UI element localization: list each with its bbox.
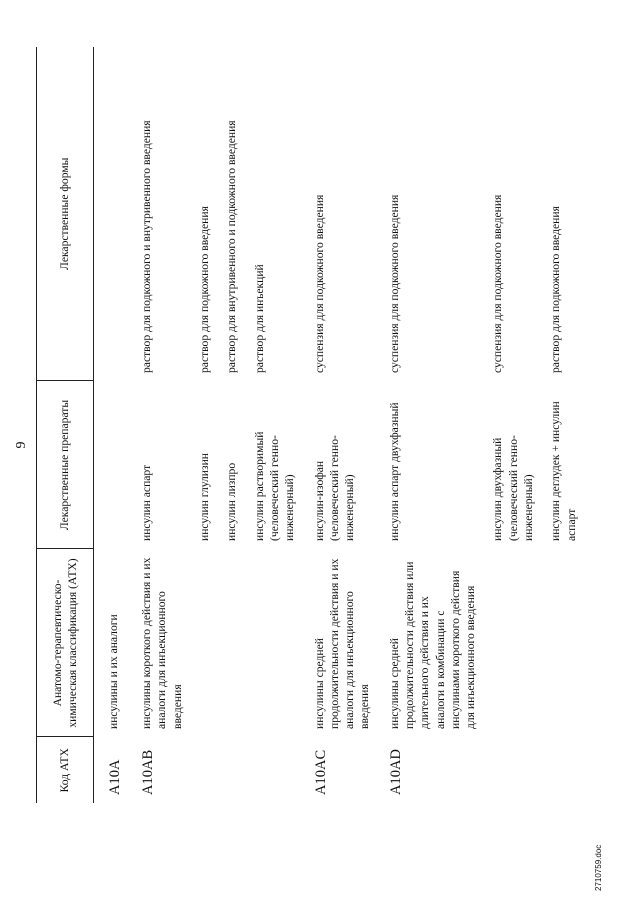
atc-code: A10AD <box>387 749 404 795</box>
atc-code: A10AB <box>140 749 157 795</box>
dosage-form: суспензия для подкожного введения <box>312 194 326 373</box>
atc-classification <box>212 549 239 737</box>
table-row <box>212 47 239 803</box>
dosage-form: раствор для внутривенного и подкожного введения <box>225 120 239 373</box>
drug-name: инсулин растворимый (человеческий генно-инженерный) <box>252 431 297 541</box>
header-drugs: Лекарственные препараты <box>37 381 94 549</box>
dosage-form: суспензия для подкожного введения <box>387 194 401 373</box>
table-row <box>373 47 479 803</box>
header-classification: Анатомо-терапевтическо-химическая классификация (АТХ) <box>37 549 94 737</box>
table-row <box>536 47 579 803</box>
table-row <box>298 47 373 803</box>
atc-table <box>36 47 579 803</box>
atc-code <box>478 737 536 803</box>
atc-code: A10A <box>107 759 123 795</box>
document-file-code: 2710759.doc <box>594 844 603 891</box>
dosage-form: раствор для подкожного введения <box>549 206 563 373</box>
drug-name: инсулин-изофан (человеческий генно-инженерный) <box>312 435 357 541</box>
dosage-form <box>94 47 126 381</box>
dosage-form: раствор для инъекций <box>252 264 266 373</box>
header-forms: Лекарственные формы <box>37 47 94 381</box>
table-row <box>125 47 185 803</box>
page-number: 9 <box>14 441 29 449</box>
atc-code <box>185 737 212 803</box>
table-row <box>478 47 536 803</box>
atc-code <box>240 737 298 803</box>
dosage-form: суспензия для подкожного введения <box>491 194 505 373</box>
drug-name: инсулин аспарт <box>140 464 154 541</box>
atc-classification: инсулины короткого действия и их аналоги для инъекционного введения <box>140 557 184 729</box>
atc-classification: инсулины средней продолжительности действия и их аналоги для инъекционного введения <box>312 558 372 729</box>
atc-classification <box>478 549 536 737</box>
dosage-form: раствор для подкожного введения <box>198 206 212 373</box>
atc-classification: инсулины и их аналоги <box>107 614 120 729</box>
drug-name <box>94 381 126 549</box>
atc-classification <box>185 549 212 737</box>
atc-code <box>212 737 239 803</box>
dosage-form: раствор для подкожного и внутривенного введения <box>140 120 154 373</box>
table-header-row <box>37 47 94 803</box>
drug-name: инсулин аспарт двухфазный <box>387 402 401 541</box>
table-row <box>94 47 126 803</box>
drug-name: инсулин двухфазный (человеческий генно-инженерный) <box>491 435 536 541</box>
table-row <box>185 47 212 803</box>
atc-classification <box>240 549 298 737</box>
table-row <box>240 47 298 803</box>
drug-name: инсулин лизпро <box>225 462 239 541</box>
drug-name: инсулин глулизин <box>198 453 212 541</box>
atc-code: A10AC <box>312 749 329 795</box>
atc-code <box>536 737 579 803</box>
atc-classification: инсулины средней продолжительности действия или длительного действия и их аналоги в комбинации с инсулинами короткого действия для инъекционного введения <box>387 561 478 729</box>
header-code: Код АТХ <box>37 737 94 803</box>
atc-classification <box>536 549 579 737</box>
drug-name: инсулин деглудек + инсулин аспарт <box>549 401 578 541</box>
